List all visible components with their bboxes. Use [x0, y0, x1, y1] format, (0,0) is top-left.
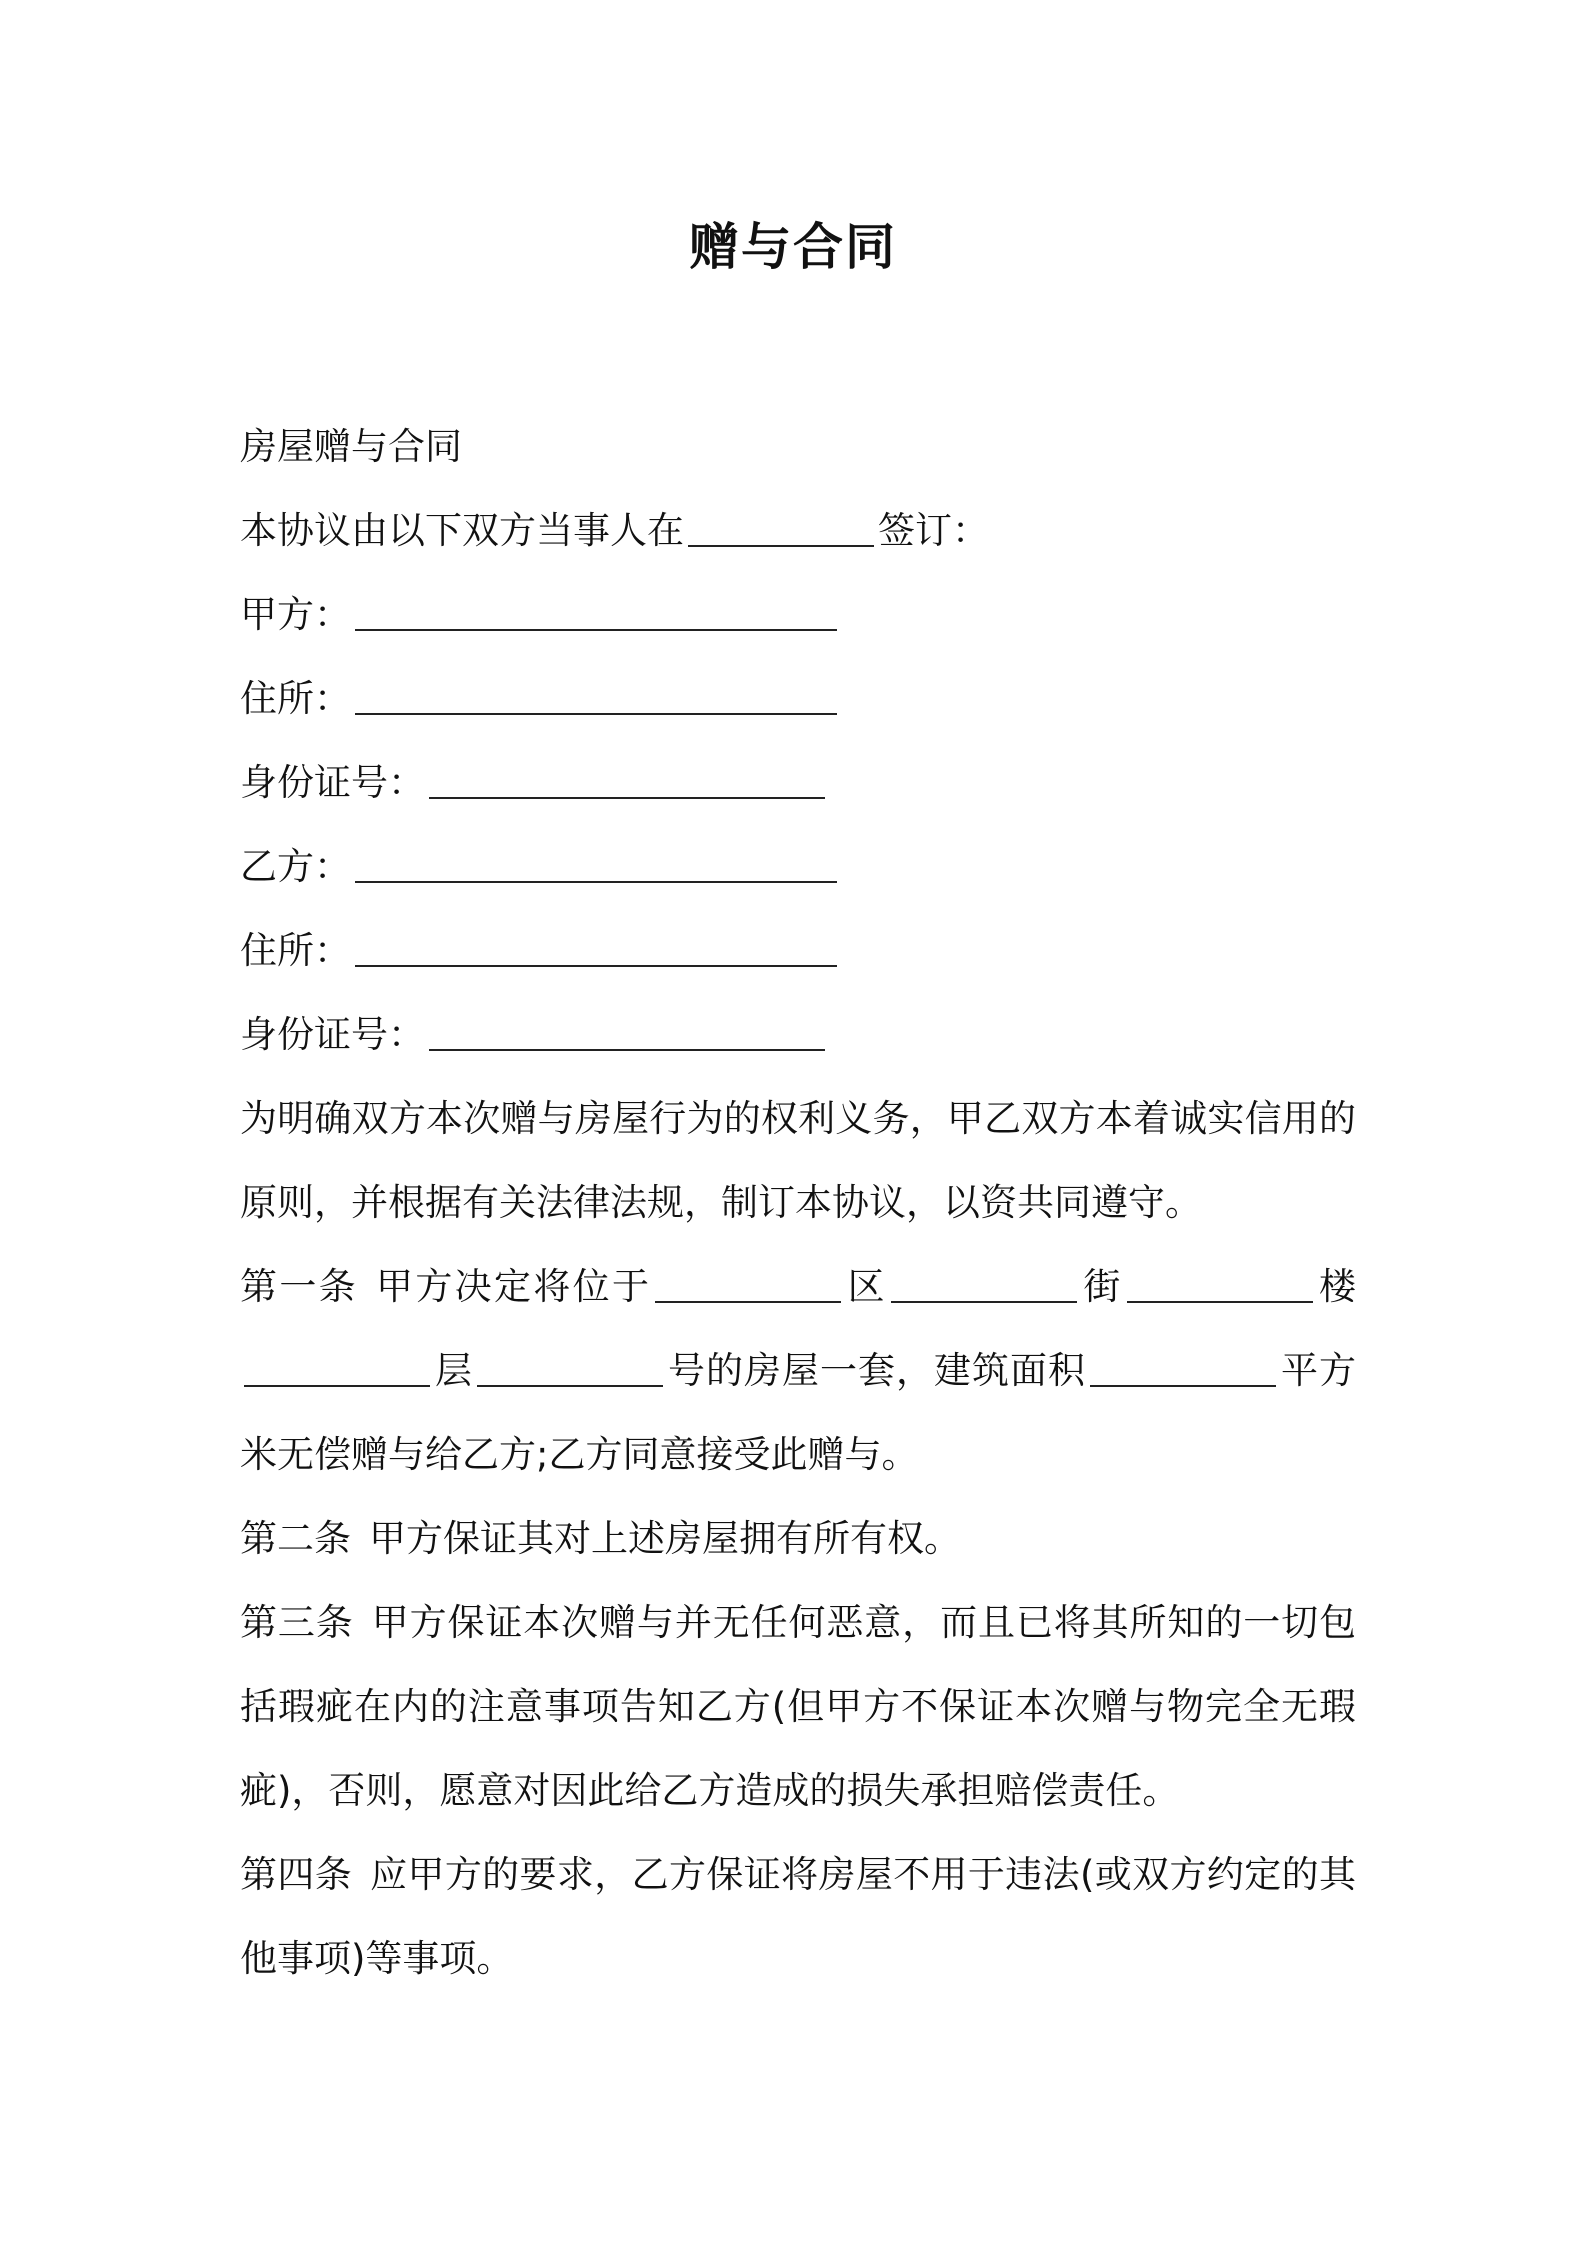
article-4	[240, 1833, 1356, 2001]
party-a-address-blank	[355, 713, 837, 715]
party-b-address-blank	[355, 965, 837, 967]
article-3	[240, 1581, 1356, 1833]
document-title: 赠与合同	[689, 218, 897, 276]
intro-text-end: 签订：	[878, 509, 989, 552]
article-1-text-5: 层	[434, 1349, 473, 1392]
article-1-text-6: 号的房屋一套，建筑面积	[667, 1349, 1086, 1392]
street-blank	[891, 1301, 1077, 1303]
article-1-text-2: 区	[845, 1265, 888, 1308]
party-a-id-line	[240, 741, 1356, 825]
party-b-name-line	[240, 825, 1356, 909]
party-a-address-line	[240, 657, 1356, 741]
article-1-text-4: 楼	[1316, 1265, 1357, 1308]
document-body	[240, 405, 1356, 2001]
signing-place-blank	[688, 545, 874, 547]
party-a-id-label: 身份证号：	[240, 761, 425, 804]
article-2-label: 第二条	[240, 1517, 351, 1560]
purpose-paragraph: 为明确双方本次赠与房屋行为的权利义务，甲乙双方本着诚实信用的原则，并根据有关法律法规，制订本协议，以资共同遵守。	[240, 1097, 1356, 1224]
room-number-blank	[477, 1385, 663, 1387]
article-3-text: 甲方保证本次赠与并无任何恶意，而且已将其所知的一切包括瑕疵在内的注意事项告知乙方(但甲方不保证本次赠与物完全无瑕疵)，否则，愿意对因此给乙方造成的损失承担赔偿责任。	[240, 1601, 1357, 1812]
party-b-id-line	[240, 993, 1356, 1077]
party-b-id-blank	[429, 1049, 825, 1051]
article-1-text-3: 街	[1081, 1265, 1123, 1308]
party-a-name-line	[240, 573, 1356, 657]
building-blank	[1127, 1301, 1313, 1303]
party-b-id-label: 身份证号：	[240, 1013, 425, 1056]
party-a-name-label: 甲方：	[240, 593, 351, 636]
article-2	[240, 1497, 1356, 1581]
article-1-text-7: 平方米无偿赠与给乙方;乙方同意接受此赠与。	[240, 1349, 1356, 1476]
party-a-name-blank	[355, 629, 837, 631]
contract-subtitle: 房屋赠与合同	[240, 425, 462, 468]
article-1-text-1: 甲方决定将位于	[376, 1265, 652, 1308]
party-b-name-label: 乙方：	[240, 845, 351, 888]
article-4-label: 第四条	[240, 1853, 353, 1896]
party-a-address-label: 住所：	[240, 677, 351, 720]
article-2-text: 甲方保证其对上述房屋拥有所有权。	[369, 1517, 961, 1560]
party-b-name-blank	[355, 881, 837, 883]
area-blank	[1090, 1385, 1276, 1387]
party-b-address-label: 住所：	[240, 929, 351, 972]
article-3-label: 第三条	[240, 1601, 354, 1644]
article-1-label: 第一条	[240, 1265, 358, 1308]
party-a-id-blank	[429, 797, 825, 799]
district-blank	[655, 1301, 841, 1303]
party-b-address-line	[240, 909, 1356, 993]
intro-text: 本协议由以下双方当事人在	[240, 509, 684, 552]
intro-line	[240, 489, 1356, 573]
floor-blank	[244, 1385, 430, 1387]
article-1	[240, 1245, 1356, 1497]
article-4-text: 应甲方的要求，乙方保证将房屋不用于违法(或双方约定的其他事项)等事项。	[240, 1853, 1356, 1980]
